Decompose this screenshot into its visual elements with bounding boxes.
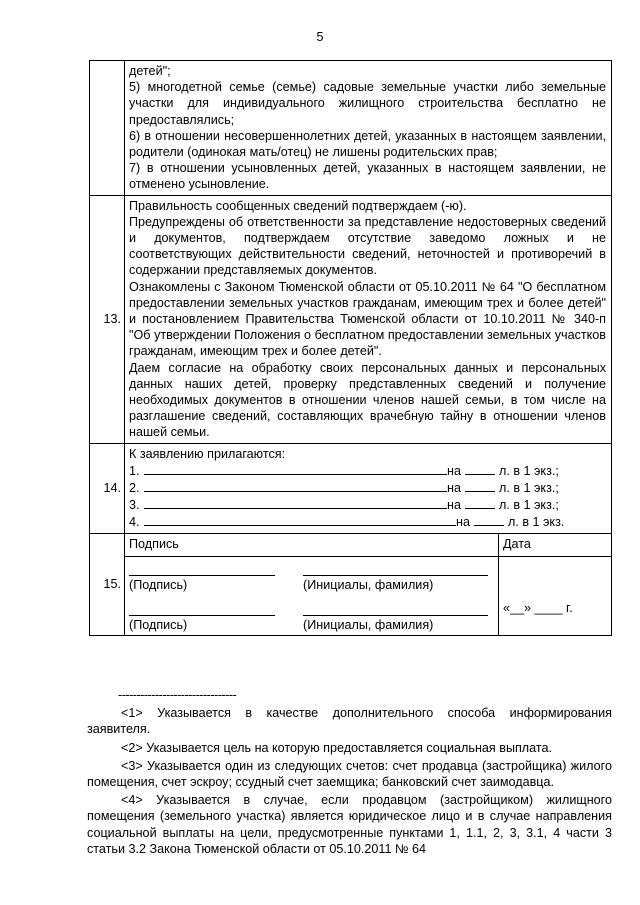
row-number-cell: 13. <box>90 195 125 443</box>
table-row <box>90 195 612 443</box>
attachment-na-label: на <box>447 498 461 513</box>
declaration-paragraph: Ознакомлены с Законом Тюменской области от 05.10.2011 № 64 "О бесплатном предоставлении земельных участков гражданам, имеющим трех и более детей" и постановлением Правительства Тюменской области от 10.10.2011 № 340-п "Об утверждении Положения о бесплатном предоставлении земельных участков гражданам, имеющим трех и более детей". <box>129 279 606 359</box>
signature-label: (Подпись) <box>129 617 188 632</box>
condition-line: 7) в отношении усыновленных детей, указанных в настоящем заявлении, не отменено усыновление. <box>129 161 606 192</box>
attachment-number: 3. <box>129 498 140 513</box>
declaration-paragraph: Правильность сообщенных сведений подтверждаем (-ю). <box>129 198 467 213</box>
date-value[interactable]: «__» ____ г. <box>503 600 573 615</box>
signature-fields <box>125 556 499 635</box>
name-line[interactable] <box>303 615 488 616</box>
attachments-cell <box>125 443 612 533</box>
signature-table <box>125 534 611 635</box>
attachment-suffix: л. в 1 экз. <box>507 515 565 530</box>
attachment-line <box>129 479 606 496</box>
attachment-pages-field[interactable] <box>465 479 495 492</box>
condition-line: 6) в отношении несовершеннолетних детей, указанных в настоящем заявлении, родители (одинокая мать/отец) не лишены родительских прав; <box>129 128 606 160</box>
row-number-cell <box>90 61 125 196</box>
row-number-cell: 15. <box>90 533 125 635</box>
declaration-paragraph: Предупреждены об ответственности за представление недостоверных сведений и документов, подтверждаем отсутствие заведомо ложных и не соответствующих действительности сведений, неточностей и противоречий в содержании представляемых документов. <box>129 214 606 278</box>
condition-line: детей"; <box>129 64 171 78</box>
date-header: Дата <box>499 534 612 557</box>
name-line[interactable] <box>303 575 488 576</box>
attachment-line <box>129 496 606 513</box>
name-label: (Инициалы, фамилия) <box>303 577 434 592</box>
attachment-name-field[interactable] <box>144 496 447 509</box>
condition-line: 5) многодетной семье (семье) садовые земельные участки либо земельные участки для индивидуального жилищного строительства бесплатно не предоставлялись; <box>129 80 606 127</box>
attachment-line <box>129 462 606 479</box>
footnotes <box>87 687 612 859</box>
table-row <box>90 61 612 196</box>
signature-label: (Подпись) <box>129 577 188 592</box>
attachment-number: 4. <box>129 515 140 530</box>
attachment-pages-field[interactable] <box>465 496 495 509</box>
attachments-title: К заявлению прилагаются: <box>129 446 286 461</box>
declaration-paragraph: Даем согласие на обработку своих персональных данных и персональных данных наших детей, проверку представленных сведений и получение необходимых документов в отношении членов нашей семьи, в том числе на разглашение сведений, составляющих врачебную тайну в отношении членов нашей семьи. <box>129 360 606 440</box>
attachment-number: 2. <box>129 481 140 496</box>
signature-header: Подпись <box>125 534 499 557</box>
attachment-na-label: на <box>447 481 461 496</box>
signature-line[interactable] <box>129 615 275 616</box>
declaration-cell <box>125 195 612 443</box>
attachment-name-field[interactable] <box>144 479 447 492</box>
attachment-na-label: на <box>447 463 461 478</box>
attachment-pages-field[interactable] <box>474 513 504 526</box>
footnote: <1> Указывается в качестве дополнительного способа информирования заявителя. <box>87 706 612 737</box>
application-form-table <box>89 60 612 636</box>
table-row <box>90 443 612 533</box>
signature-line[interactable] <box>129 575 275 576</box>
footnote-separator: -------------------------------- <box>118 688 237 702</box>
attachment-na-label: на <box>456 515 470 530</box>
footnote: <4> Указывается в случае, если продавцом (застройщиком) жилищного помещения (земельного участка) является юридическое лицо и в случае направления социальной выплаты на цели, предусмотренные пунктами 1, 1.1, 2, 3, 3.1, 4 части 3 статьи 3.2 Закона Тюменской области от 05.10.2011 № 64 <box>87 793 612 856</box>
page-number: 5 <box>316 30 324 44</box>
name-label: (Инициалы, фамилия) <box>303 617 434 632</box>
footnote: <3> Указывается один из следующих счетов: счет продавца (застройщика) жилого помещения, счет эскроу; ссудный счет заемщика; банковский счет заимодавца. <box>87 758 612 790</box>
row-number-cell: 14. <box>90 443 125 533</box>
attachment-suffix: л. в 1 экз.; <box>498 481 559 496</box>
attachment-suffix: л. в 1 экз.; <box>498 498 559 513</box>
attachment-name-field[interactable] <box>144 513 456 526</box>
attachment-suffix: л. в 1 экз.; <box>498 463 559 478</box>
footnote: <2> Указывается цель на которую предоставляется социальная выплата. <box>121 740 553 755</box>
table-row <box>90 533 612 635</box>
attachment-number: 1. <box>129 463 140 478</box>
attachment-name-field[interactable] <box>144 462 447 475</box>
attachment-line <box>129 513 606 530</box>
conditions-cell <box>125 61 612 196</box>
date-field <box>499 556 612 635</box>
attachment-pages-field[interactable] <box>465 462 495 475</box>
signature-block-cell <box>125 533 612 635</box>
